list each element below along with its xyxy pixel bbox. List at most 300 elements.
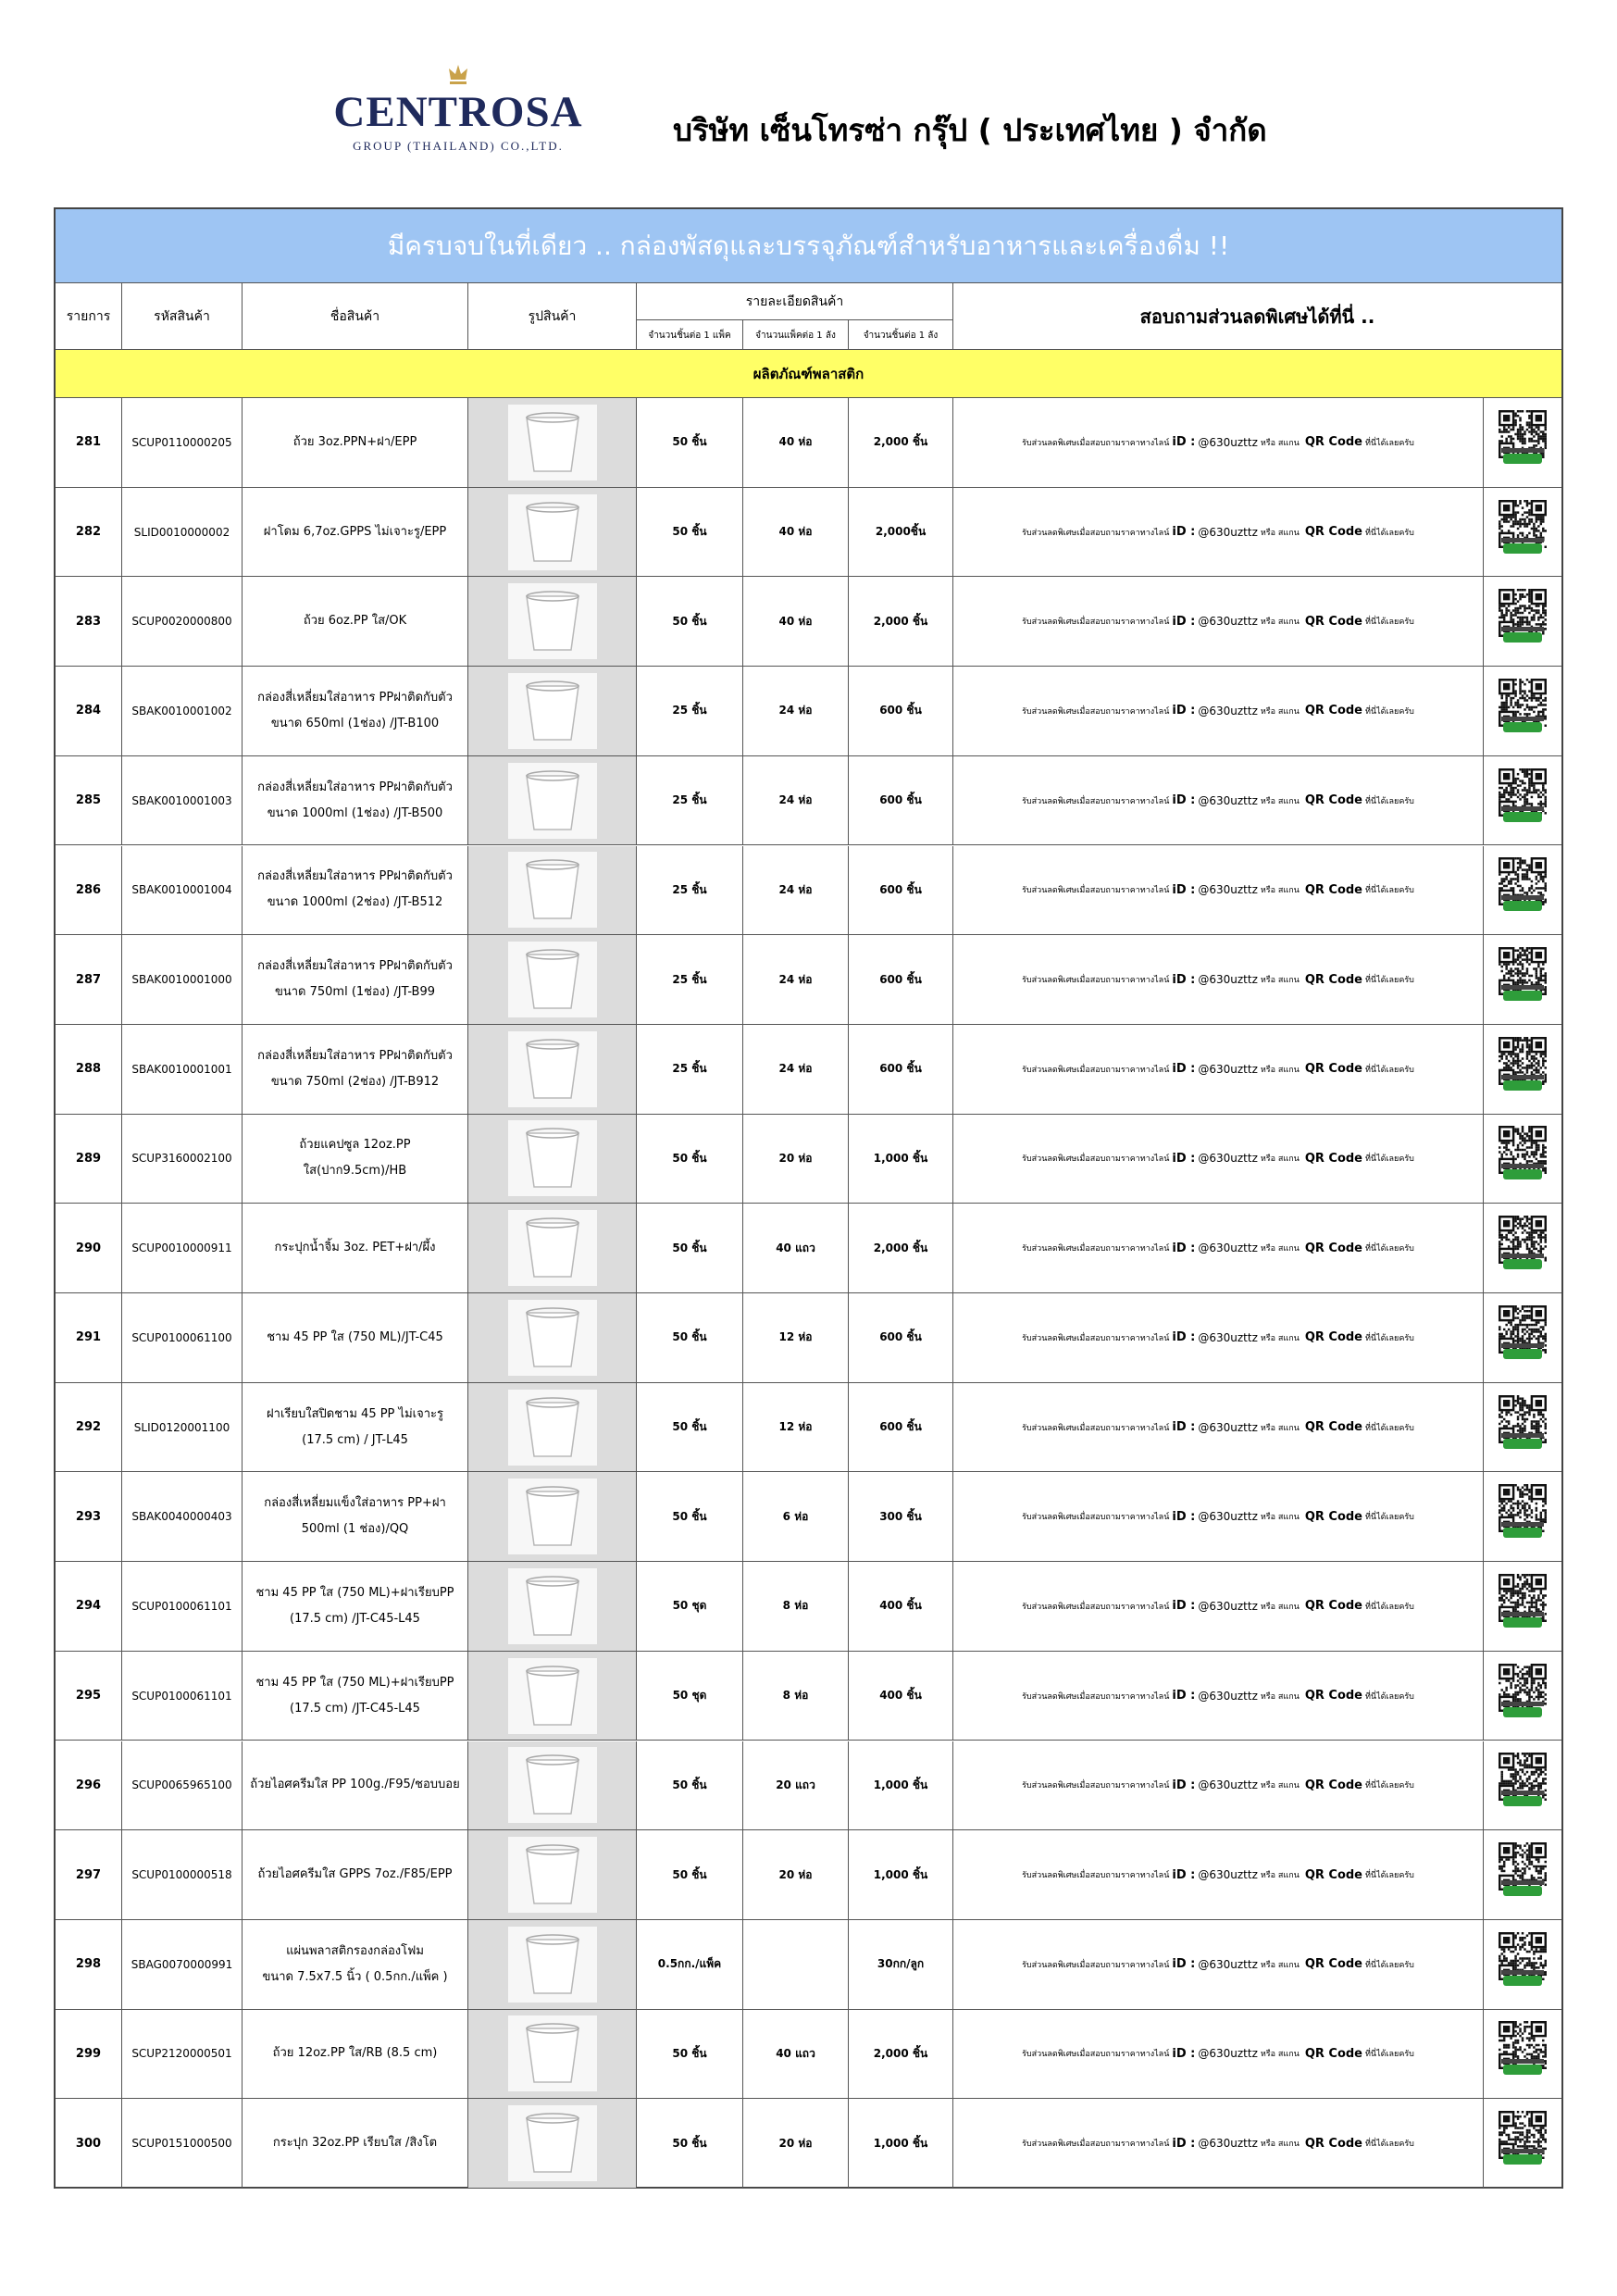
product-table [54, 207, 1563, 2189]
msg-or: หรือ สแกน [1260, 1602, 1300, 1612]
logo-subtitle: GROUP (THAILAND) CO.,LTD. [353, 139, 564, 153]
item-image-cell [468, 756, 637, 845]
line-add-friend-badge [1503, 1617, 1542, 1628]
item-number: 295 [56, 1652, 122, 1741]
qr-caption [1501, 1970, 1544, 1975]
product-image [508, 2105, 597, 2181]
msg-suffix: ที่นี่ได้เลยครับ [1365, 1513, 1414, 1523]
discount-message [953, 1383, 1484, 1472]
packs-per-case: 40 ห่อ [743, 577, 849, 666]
table-row [56, 398, 1561, 488]
line-id[interactable]: @630uzttz [1198, 1242, 1258, 1255]
line-id[interactable]: @630uzttz [1198, 973, 1258, 987]
item-name-line1: ถ้วยไอศครีมใส GPPS 7oz./F85/EPP [257, 1867, 453, 1882]
msg-id-label: iD : [1172, 1957, 1196, 1972]
discount-message [953, 1741, 1484, 1830]
line-id[interactable]: @630uzttz [1198, 1599, 1258, 1613]
item-name [243, 1562, 468, 1651]
product-image [508, 1837, 597, 1913]
line-id[interactable]: @630uzttz [1198, 1330, 1258, 1344]
line-id[interactable]: @630uzttz [1198, 1062, 1258, 1076]
msg-qr-label: QR Code [1304, 1778, 1362, 1792]
pieces-per-case: 1,000 ชิ้น [849, 1741, 953, 1830]
pieces-per-case: 1,000 ชิ้น [849, 1115, 953, 1204]
logo-name: CENTROSA [333, 88, 583, 136]
qr-caption [1501, 1433, 1544, 1438]
item-name-line1: ชาม 45 PP ใส (750 ML)+ฝาเรียบPP [255, 1675, 454, 1690]
qr-code-icon[interactable] [1492, 410, 1553, 469]
item-name [243, 1293, 468, 1382]
msg-id-label: iD : [1172, 614, 1196, 629]
discount-message [953, 1472, 1484, 1561]
item-name-line1: กล่องสี่เหลี่ยมใส่อาหาร PPฝาติดกับตัว [257, 1048, 453, 1063]
pieces-per-case: 600 ชิ้น [849, 1293, 953, 1382]
pieces-per-case: 400 ชิ้น [849, 1562, 953, 1651]
table-row [56, 935, 1561, 1025]
item-number: 281 [56, 398, 122, 487]
pieces-per-pack: 25 ชิ้น [637, 1025, 743, 1114]
msg-or: หรือ สแกน [1260, 1333, 1300, 1343]
msg-qr-label: QR Code [1304, 1151, 1362, 1166]
line-id[interactable]: @630uzttz [1198, 435, 1258, 449]
table-row [56, 1830, 1561, 1920]
item-code: SLID0010000002 [122, 488, 243, 577]
msg-or: หรือ สแกน [1260, 1065, 1300, 1075]
msg-or: หรือ สแกน [1260, 2140, 1300, 2150]
msg-or: หรือ สแกน [1260, 618, 1300, 628]
line-id[interactable]: @630uzttz [1198, 883, 1258, 897]
item-code: SBAK0040000403 [122, 1472, 243, 1561]
item-name-line1: ชาม 45 PP ใส (750 ML)/JT-C45 [267, 1329, 443, 1344]
msg-qr-label: QR Code [1304, 1599, 1362, 1614]
item-name [243, 398, 468, 487]
discount-message [953, 1293, 1484, 1382]
qr-caption [1501, 1254, 1544, 1258]
qr-caption [1501, 627, 1544, 631]
discount-message [953, 1830, 1484, 1919]
discount-message [953, 488, 1484, 577]
item-image-cell [468, 1741, 637, 1830]
product-image [508, 1300, 597, 1376]
msg-id-label: iD : [1172, 972, 1196, 987]
item-number: 297 [56, 1830, 122, 1919]
qr-code-icon[interactable] [1492, 1842, 1553, 1902]
item-name-line1: กระปุก 32oz.PP เรียบใส /สิงโต [272, 2136, 438, 2151]
line-id[interactable]: @630uzttz [1198, 704, 1258, 718]
discount-message [953, 935, 1484, 1024]
msg-qr-label: QR Code [1304, 1509, 1362, 1524]
col-header-discount: สอบถามส่วนลดพิเศษได้ที่นี่ .. [1139, 306, 1375, 328]
line-id[interactable]: @630uzttz [1198, 1420, 1258, 1434]
packs-per-case: 24 ห่อ [743, 935, 849, 1024]
pieces-per-case: 600 ชิ้น [849, 1025, 953, 1114]
pieces-per-case: 300 ชิ้น [849, 1472, 953, 1561]
packs-per-case: 24 ห่อ [743, 1025, 849, 1114]
pieces-per-pack: 50 ชิ้น [637, 1741, 743, 1830]
msg-suffix: ที่นี่ได้เลยครับ [1365, 1602, 1414, 1612]
pieces-per-pack: 25 ชิ้น [637, 935, 743, 1024]
item-code: SBAK0010001002 [122, 667, 243, 755]
qr-cell [1484, 846, 1561, 935]
qr-code-icon[interactable] [1492, 1932, 1553, 1991]
qr-caption [1501, 1880, 1544, 1885]
pieces-per-pack: 50 ชิ้น [637, 1383, 743, 1472]
msg-or: หรือ สแกน [1260, 1244, 1300, 1254]
pieces-per-pack: 50 ชิ้น [637, 577, 743, 666]
msg-suffix: ที่นี่ได้เลยครับ [1365, 706, 1414, 717]
msg-suffix: ที่นี่ได้เลยครับ [1365, 1960, 1414, 1970]
msg-prefix: รับส่วนลดพิเศษเมื่อสอบถามราคาทางไลน์ [1022, 1960, 1170, 1970]
qr-cell [1484, 1025, 1561, 1114]
pieces-per-case: 600 ชิ้น [849, 846, 953, 935]
item-image-cell [468, 667, 637, 755]
product-image [508, 1658, 597, 1734]
pieces-per-case: 600 ชิ้น [849, 756, 953, 845]
qr-cell [1484, 1204, 1561, 1292]
pieces-per-pack: 50 ชิ้น [637, 1293, 743, 1382]
msg-prefix: รับส่วนลดพิเศษเมื่อสอบถามราคาทางไลน์ [1022, 1513, 1170, 1523]
table-row [56, 1204, 1561, 1293]
msg-qr-label: QR Code [1304, 435, 1362, 450]
item-image-cell [468, 1830, 637, 1919]
item-name-line1: กล่องสี่เหลี่ยมใส่อาหาร PPฝาติดกับตัว [257, 690, 453, 705]
line-add-friend-badge [1503, 812, 1542, 822]
item-name-line2: 500ml (1 ช่อง)/QQ [301, 1522, 409, 1537]
packs-per-case: 12 ห่อ [743, 1383, 849, 1472]
qr-caption [1501, 717, 1544, 721]
item-name [243, 1741, 468, 1830]
qr-code-icon[interactable] [1492, 1574, 1553, 1633]
item-image-cell [468, 1920, 637, 2009]
item-code: SCUP0100061100 [122, 1293, 243, 1382]
qr-cell [1484, 488, 1561, 577]
col-header-code: รหัสสินค้า [122, 283, 243, 350]
msg-id-label: iD : [1172, 2046, 1196, 2061]
line-add-friend-badge [1503, 2154, 1542, 2165]
msg-id-label: iD : [1172, 882, 1196, 897]
msg-qr-label: QR Code [1304, 1062, 1362, 1077]
line-add-friend-badge [1503, 1976, 1542, 1986]
item-number: 286 [56, 846, 122, 935]
table-row [56, 1293, 1561, 1383]
msg-qr-label: QR Code [1304, 525, 1362, 540]
msg-qr-label: QR Code [1304, 1330, 1362, 1345]
item-image-cell [468, 935, 637, 1024]
pieces-per-pack: 50 ชุด [637, 1652, 743, 1741]
item-name-line2: ขนาด 750ml (2ช่อง) /JT-B912 [270, 1074, 440, 1089]
item-name [243, 1115, 468, 1204]
product-image [508, 494, 597, 570]
msg-qr-label: QR Code [1304, 793, 1362, 808]
item-number: 300 [56, 2099, 122, 2188]
item-name-line1: ชาม 45 PP ใส (750 ML)+ฝาเรียบPP [255, 1585, 454, 1600]
item-name [243, 1204, 468, 1292]
item-name [243, 488, 468, 577]
qr-code-icon[interactable] [1492, 1216, 1553, 1275]
product-image [508, 2015, 597, 2091]
packs-per-case: 24 ห่อ [743, 667, 849, 755]
line-id[interactable]: @630uzttz [1198, 2047, 1258, 2061]
qr-cell [1484, 667, 1561, 755]
item-code: SCUP0065965100 [122, 1741, 243, 1830]
msg-prefix: รับส่วนลดพิเศษเมื่อสอบถามราคาทางไลน์ [1022, 1154, 1170, 1165]
line-id[interactable]: @630uzttz [1198, 1689, 1258, 1703]
msg-suffix: ที่นี่ได้เลยครับ [1365, 618, 1414, 628]
product-image [508, 1479, 597, 1554]
col-header-per-pack: จำนวนชิ้นต่อ 1 แพ็ค [637, 320, 743, 350]
pieces-per-pack: 50 ชิ้น [637, 1204, 743, 1292]
item-number: 294 [56, 1562, 122, 1651]
qr-caption [1501, 895, 1544, 900]
line-id[interactable]: @630uzttz [1198, 793, 1258, 807]
msg-prefix: รับส่วนลดพิเศษเมื่อสอบถามราคาทางไลน์ [1022, 438, 1170, 448]
item-name-line1: ถ้วยแคปซูล 12oz.PP ใส(ปาก9.5cm)/HB [299, 1138, 411, 1179]
line-id[interactable]: @630uzttz [1198, 1778, 1258, 1792]
msg-prefix: รับส่วนลดพิเศษเมื่อสอบถามราคาทางไลน์ [1022, 796, 1170, 806]
qr-code-icon[interactable] [1492, 1484, 1553, 1543]
item-number: 291 [56, 1293, 122, 1382]
packs-per-case: 12 ห่อ [743, 1293, 849, 1382]
qr-code-icon[interactable] [1492, 947, 1553, 1006]
packs-per-case: 8 ห่อ [743, 1652, 849, 1741]
table-row [56, 756, 1561, 846]
qr-code-icon[interactable] [1492, 1305, 1553, 1365]
item-name-line1: กล่องสี่เหลี่ยมใส่อาหาร PPฝาติดกับตัว [257, 869, 453, 884]
qr-code-icon[interactable] [1492, 1126, 1553, 1185]
item-number: 290 [56, 1204, 122, 1292]
item-number: 283 [56, 577, 122, 666]
product-image [508, 583, 597, 659]
packs-per-case: 40 แถว [743, 2010, 849, 2099]
qr-caption [1501, 985, 1544, 990]
line-add-friend-badge [1503, 722, 1542, 732]
table-row [56, 667, 1561, 756]
msg-or: หรือ สแกน [1260, 1423, 1300, 1433]
item-code: SCUP0100061101 [122, 1562, 243, 1651]
line-id[interactable]: @630uzttz [1198, 1868, 1258, 1882]
qr-caption [1501, 538, 1544, 543]
item-image-cell [468, 1204, 637, 1292]
item-name [243, 1652, 468, 1741]
item-name [243, 1472, 468, 1561]
msg-or: หรือ สแกน [1260, 1871, 1300, 1881]
item-name-line1: แผ่นพลาสติกรองกล่องโฟม [286, 1943, 424, 1958]
msg-suffix: ที่นี่ได้เลยครับ [1365, 1065, 1414, 1075]
msg-qr-label: QR Code [1304, 1867, 1362, 1882]
item-name-line2: ขนาด 7.5x7.5 นิ้ว ( 0.5กก./แพ็ค ) [262, 1969, 448, 1984]
qr-cell [1484, 577, 1561, 666]
item-name-line2: ขนาด 650ml (1ช่อง) /JT-B100 [270, 716, 440, 730]
qr-cell [1484, 1115, 1561, 1204]
qr-caption [1501, 1702, 1544, 1706]
discount-message [953, 577, 1484, 666]
line-add-friend-badge [1503, 454, 1542, 464]
item-code: SCUP0110000205 [122, 398, 243, 487]
pieces-per-pack: 50 ชุด [637, 1562, 743, 1651]
promo-banner [56, 209, 1561, 283]
line-id[interactable]: @630uzttz [1198, 2137, 1258, 2151]
discount-message [953, 1115, 1484, 1204]
discount-message [953, 846, 1484, 935]
item-number: 288 [56, 1025, 122, 1114]
qr-code-icon[interactable] [1492, 500, 1553, 559]
item-name [243, 756, 468, 845]
discount-message [953, 756, 1484, 845]
item-image-cell [468, 398, 637, 487]
msg-id-label: iD : [1172, 1151, 1196, 1166]
pieces-per-case: 600 ชิ้น [849, 935, 953, 1024]
qr-code-icon[interactable] [1492, 857, 1553, 917]
line-id[interactable]: @630uzttz [1198, 1957, 1258, 1971]
qr-cell [1484, 398, 1561, 487]
qr-cell [1484, 1920, 1561, 2009]
pieces-per-case: 2,000ชิ้น [849, 488, 953, 577]
pieces-per-case: 400 ชิ้น [849, 1652, 953, 1741]
item-image-cell [468, 488, 637, 577]
msg-prefix: รับส่วนลดพิเศษเมื่อสอบถามราคาทางไลน์ [1022, 618, 1170, 628]
discount-message [953, 398, 1484, 487]
msg-prefix: รับส่วนลดพิเศษเมื่อสอบถามราคาทางไลน์ [1022, 886, 1170, 896]
item-name [243, 1383, 468, 1472]
table-row [56, 577, 1561, 667]
product-image [508, 1210, 597, 1286]
qr-code-icon[interactable] [1492, 1664, 1553, 1723]
company-logo [333, 63, 583, 165]
line-add-friend-badge [1503, 1259, 1542, 1269]
col-header-details: รายละเอียดสินค้า [637, 283, 952, 320]
pieces-per-pack: 25 ชิ้น [637, 756, 743, 845]
item-number: 299 [56, 2010, 122, 2099]
item-code: SCUP0151000500 [122, 2099, 243, 2188]
msg-qr-label: QR Code [1304, 704, 1362, 718]
item-number: 296 [56, 1741, 122, 1830]
msg-suffix: ที่นี่ได้เลยครับ [1365, 528, 1414, 538]
line-id[interactable]: @630uzttz [1198, 1152, 1258, 1166]
msg-id-label: iD : [1172, 1241, 1196, 1255]
line-add-friend-badge [1503, 1886, 1542, 1896]
msg-prefix: รับส่วนลดพิเศษเมื่อสอบถามราคาทางไลน์ [1022, 1781, 1170, 1791]
msg-suffix: ที่นี่ได้เลยครับ [1365, 886, 1414, 896]
msg-id-label: iD : [1172, 1867, 1196, 1882]
qr-code-icon[interactable] [1492, 768, 1553, 828]
pieces-per-case: 600 ชิ้น [849, 1383, 953, 1472]
col-header-image: รูปสินค้า [468, 283, 637, 350]
qr-code-icon[interactable] [1492, 1753, 1553, 1812]
msg-prefix: รับส่วนลดพิเศษเมื่อสอบถามราคาทางไลน์ [1022, 1602, 1170, 1612]
item-image-cell [468, 846, 637, 935]
msg-id-label: iD : [1172, 525, 1196, 540]
item-name-line2: (17.5 cm) /JT-C45-L45 [290, 1611, 420, 1626]
item-code: SBAK0010001000 [122, 935, 243, 1024]
line-add-friend-badge [1503, 1080, 1542, 1091]
line-id[interactable]: @630uzttz [1198, 1510, 1258, 1524]
qr-code-icon[interactable] [1492, 589, 1553, 648]
qr-code-icon[interactable] [1492, 2111, 1553, 2170]
msg-or: หรือ สแกน [1260, 976, 1300, 986]
msg-suffix: ที่นี่ได้เลยครับ [1365, 1423, 1414, 1433]
line-add-friend-badge [1503, 1707, 1542, 1717]
qr-caption [1501, 1791, 1544, 1795]
discount-message [953, 2010, 1484, 2099]
item-number: 282 [56, 488, 122, 577]
qr-caption [1501, 2059, 1544, 2064]
line-add-friend-badge [1503, 1349, 1542, 1359]
item-name-line1: กล่องสี่เหลี่ยมแข็งใส่อาหาร PP+ฝา [264, 1496, 446, 1511]
msg-qr-label: QR Code [1304, 972, 1362, 987]
item-name [243, 577, 468, 666]
msg-qr-label: QR Code [1304, 1957, 1362, 1972]
msg-suffix: ที่นี่ได้เลยครับ [1365, 2140, 1414, 2150]
table-row [56, 1562, 1561, 1652]
pieces-per-pack: 50 ชิ้น [637, 1830, 743, 1919]
item-image-cell [468, 1652, 637, 1741]
msg-suffix: ที่นี่ได้เลยครับ [1365, 796, 1414, 806]
msg-qr-label: QR Code [1304, 1420, 1362, 1435]
item-code: SCUP0100000518 [122, 1830, 243, 1919]
packs-per-case: 20 แถว [743, 1741, 849, 1830]
msg-prefix: รับส่วนลดพิเศษเมื่อสอบถามราคาทางไลน์ [1022, 706, 1170, 717]
msg-prefix: รับส่วนลดพิเศษเมื่อสอบถามราคาทางไลน์ [1022, 1333, 1170, 1343]
item-name-line1: ถ้วย 3oz.PPN+ฝา/EPP [292, 434, 417, 449]
category-row: ผลิตภัณฑ์พลาสติก [56, 350, 1561, 398]
discount-message [953, 2099, 1484, 2188]
msg-or: หรือ สแกน [1260, 1691, 1300, 1702]
packs-per-case: 20 ห่อ [743, 1830, 849, 1919]
qr-caption [1501, 1075, 1544, 1079]
line-id[interactable]: @630uzttz [1198, 525, 1258, 539]
product-image [508, 1120, 597, 1196]
table-header [56, 283, 1561, 350]
qr-cell [1484, 2099, 1561, 2188]
msg-prefix: รับส่วนลดพิเศษเมื่อสอบถามราคาทางไลน์ [1022, 1423, 1170, 1433]
qr-cell [1484, 1652, 1561, 1741]
item-number: 285 [56, 756, 122, 845]
product-image [508, 852, 597, 928]
pieces-per-case: 2,000 ชิ้น [849, 398, 953, 487]
msg-or: หรือ สแกน [1260, 1781, 1300, 1791]
item-image-cell [468, 2099, 637, 2188]
table-row [56, 1741, 1561, 1831]
msg-suffix: ที่นี่ได้เลยครับ [1365, 1781, 1414, 1791]
item-number: 287 [56, 935, 122, 1024]
table-row [56, 2099, 1561, 2189]
qr-code-icon[interactable] [1492, 679, 1553, 738]
msg-suffix: ที่นี่ได้เลยครับ [1365, 1154, 1414, 1165]
msg-or: หรือ สแกน [1260, 706, 1300, 717]
table-row [56, 1472, 1561, 1562]
packs-per-case: 24 ห่อ [743, 756, 849, 845]
col-header-per-case: จำนวนชิ้นต่อ 1 ลัง [863, 330, 939, 341]
item-code: SCUP2120000501 [122, 2010, 243, 2099]
item-name [243, 2010, 468, 2099]
packs-per-case: 20 ห่อ [743, 2099, 849, 2188]
line-id[interactable]: @630uzttz [1198, 615, 1258, 629]
col-header-no: รายการ [56, 283, 122, 350]
qr-code-icon[interactable] [1492, 1395, 1553, 1454]
pieces-per-pack: 25 ชิ้น [637, 667, 743, 755]
msg-qr-label: QR Code [1304, 1241, 1362, 1255]
msg-id-label: iD : [1172, 1420, 1196, 1435]
line-add-friend-badge [1503, 1796, 1542, 1806]
item-image-cell [468, 1293, 637, 1382]
item-name-line1: กล่องสี่เหลี่ยมใส่อาหาร PPฝาติดกับตัว [257, 780, 453, 794]
qr-cell [1484, 756, 1561, 845]
qr-caption [1501, 806, 1544, 811]
qr-cell [1484, 1741, 1561, 1830]
qr-cell [1484, 1293, 1561, 1382]
qr-code-icon[interactable] [1492, 2021, 1553, 2080]
qr-code-icon[interactable] [1492, 1037, 1553, 1096]
